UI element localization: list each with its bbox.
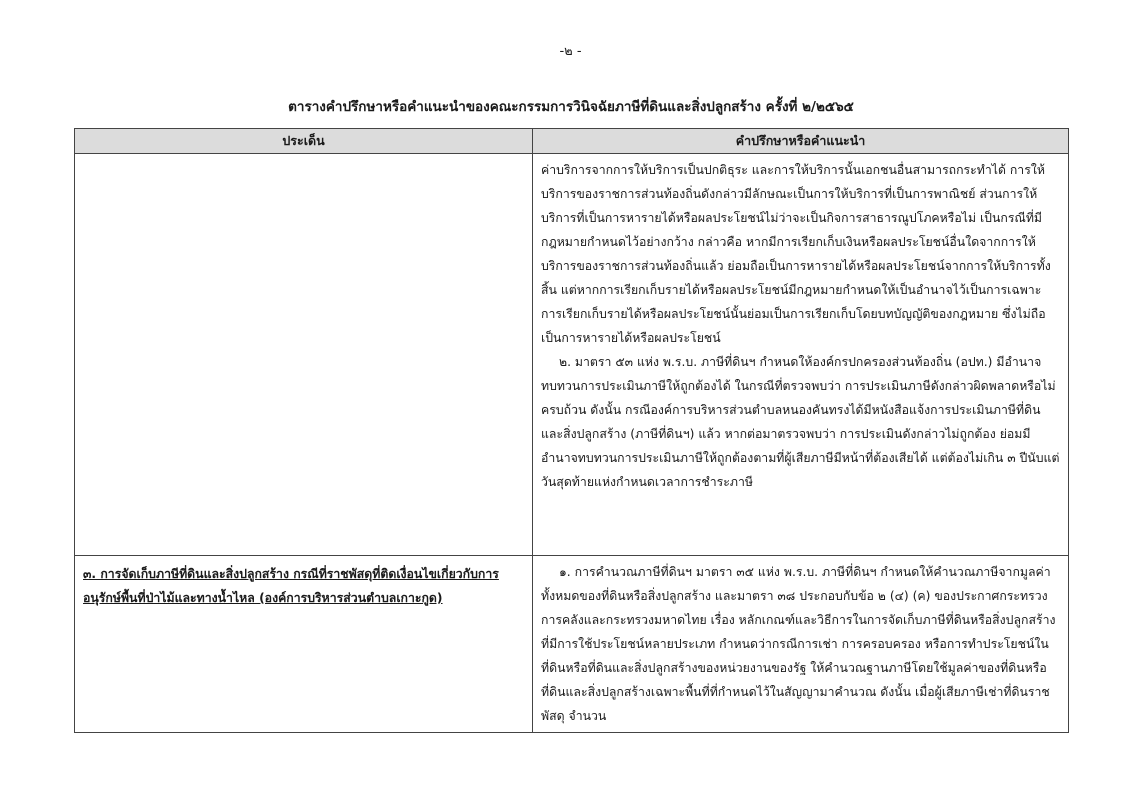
advice-paragraph: ๑. การคำนวณภาษีที่ดินฯ มาตรา ๓๕ แห่ง พ.ร.บ. ภาษีที่ดินฯ กำหนดให้คำนวณภาษีจากมูลค่าทั้งหมดของที่ดินหรือสิ่งปลูกสร้าง และมาตรา ๓๘ ประกอบกับข้อ ๒ (๔) (ค) ของประกาศกระทรวงการคลังและกระทรวงมหาดไทย เรื่อง หลักเกณฑ์และวิธีการในการจัดเก็บภาษีที่ดินหรือสิ่งปลูกสร้างที่มีการใช้ประโยชน์หลายประเภท กำหนดว่ากรณีการเช่า การครอบครอง หรือการทำประโยชน์ในที่ดินหรือที่ดินและสิ่งปลูกสร้างของหน่วยงานของรัฐ ให้คำนวณฐานภาษีโดยใช้มูลค่าของที่ดินหรือที่ดินและสิ่งปลูกสร้างเฉพาะพื้นที่ที่กำหนดไว้ในสัญญามาคำนวณ ดังนั้น เมื่อผู้เสียภาษีเช่าที่ดินราชพัสดุ จำนวน bbox=[541, 565, 1056, 723]
advice-paragraph: ๒. มาตรา ๕๓ แห่ง พ.ร.บ. ภาษีที่ดินฯ กำหนดให้องค์กรปกครองส่วนท้องถิ่น (อปท.) มีอำนาจทบทวนการประเมินภาษีให้ถูกต้องได้ ในกรณีที่ตรวจพบว่า การประเมินภาษีดังกล่าวผิดพลาดหรือไม่ครบถ้วน ดังนั้น กรณีองค์การบริหารส่วนตำบลหนองคันทรงได้มีหนังสือแจ้งการประเมินภาษีที่ดินและสิ่งปลูกสร้าง (ภาษีที่ดินฯ) แล้ว หากต่อมาตรวจพบว่า การประเมินดังกล่าวไม่ถูกต้อง ย่อมมีอำนาจทบทวนการประเมินภาษีให้ถูกต้องตามที่ผู้เสียภาษีมีหน้าที่ต้องเสียได้ แต่ต้องไม่เกิน ๓ ปีนับแต่วันสุดท้ายแห่งกำหนดเวลาการชำระภาษี bbox=[541, 355, 1060, 489]
issue-cell: ๓. การจัดเก็บภาษีที่ดินและสิ่งปลูกสร้าง กรณีที่ราชพัสดุที่ติดเงื่อนไขเกี่ยวกับการอนุรักษ์พื้นที่ป่าไม้และทางน้ำไหล (องค์การบริหารส่วนตำบลเกาะกูด) bbox=[75, 556, 533, 733]
table-row bbox=[75, 556, 1069, 733]
header-advice: คำปรึกษาหรือคำแนะนำ bbox=[533, 129, 1069, 154]
advice-cell bbox=[533, 154, 1069, 556]
advice-cell bbox=[533, 556, 1069, 733]
table-header-row bbox=[75, 129, 1069, 154]
header-issue: ประเด็น bbox=[75, 129, 533, 154]
issue-cell bbox=[75, 154, 533, 556]
page-number: -๒ - bbox=[559, 44, 582, 59]
table-row bbox=[75, 154, 1069, 556]
document-title: ตารางคำปรึกษาหรือคำแนะนำของคณะกรรมการวินิจฉัยภาษีที่ดินและสิ่งปลูกสร้าง ครั้งที่ ๒/๒๕๖๕ bbox=[288, 99, 854, 115]
advice-table bbox=[74, 128, 1069, 733]
advice-paragraph: ค่าบริการจากการให้บริการเป็นปกติธุระ และการให้บริการนั้นเอกชนอื่นสามารถกระทำได้ การให้บริการของราชการส่วนท้องถิ่นดังกล่าวมีลักษณะเป็นการให้บริการที่เป็นการพาณิชย์ ส่วนการให้บริการที่เป็นการหารายได้หรือผลประโยชน์ไม่ว่าจะเป็นกิจการสาธารณูปโภคหรือไม่ เป็นกรณีที่มีกฎหมายกำหนดไว้อย่างกว้าง กล่าวคือ หากมีการเรียกเก็บเงินหรือผลประโยชน์อื่นใดจากการให้บริการของราชการส่วนท้องถิ่นแล้ว ย่อมถือเป็นการหารายได้หรือผลประโยชน์จากการให้บริการทั้งสิ้น แต่หากการเรียกเก็บรายได้หรือผลประโยชน์มีกฎหมายกำหนดให้เป็นอำนาจไว้เป็นการเฉพาะ การเรียกเก็บรายได้หรือผลประโยชน์นั้นย่อมเป็นการเรียกเก็บโดยบทบัญญัติของกฎหมาย ซึ่งไม่ถือเป็นการหารายได้หรือผลประโยชน์ bbox=[541, 163, 1051, 345]
